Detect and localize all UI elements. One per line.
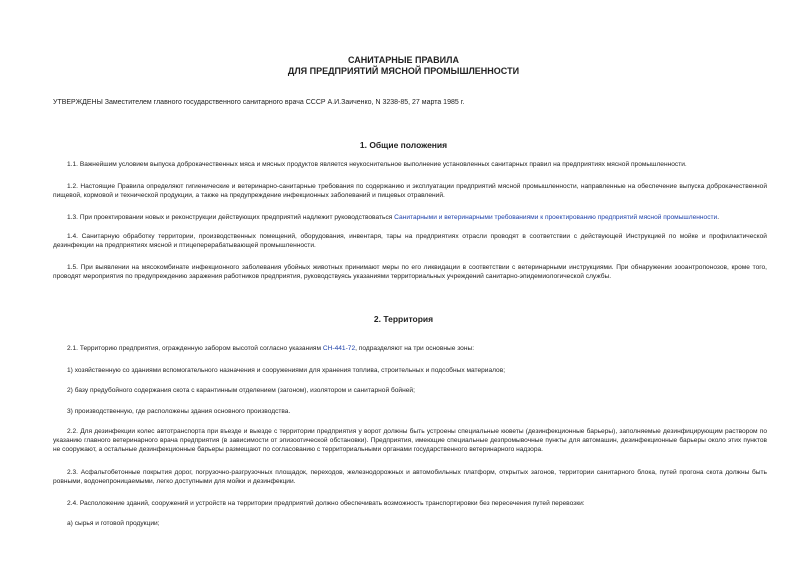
paragraph-2-4-a xyxy=(53,519,767,528)
approval-line: УТВЕРЖДЕНЫ Заместителем главного государственного санитарного врача СССР А.И.Заиченко, N 3238-85, 27 марта 1985 г. xyxy=(53,99,465,106)
paragraph-1-4-text: 1.4. Санитарную обработку территории, производственных помещений, оборудования, инвентаря, тары на предприятиях отрасли проводят в соответствии с действующей Инструкцией по мойке и профилактической дезинфекции на предприятиях мясной и птицеперерабатывающей промышленности. xyxy=(53,233,767,249)
paragraph-1-1-text: 1.1. Важнейшим условием выпуска доброкачественных мяса и мясных продуктов является неукоснительное выполнение установленных санитарных правил на предприятиях мясной промышленности. xyxy=(67,161,687,168)
paragraph-1-1 xyxy=(53,160,767,169)
title-line-2: ДЛЯ ПРЕДПРИЯТИЙ МЯСНОЙ ПРОМЫШЛЕННОСТИ xyxy=(287,66,520,76)
zone-item-1-text: 1) хозяйственную со зданиями вспомогательного назначения и сооружениями для хранения топлива, строительных и подсобных материалов; xyxy=(67,367,506,374)
zone-item-2-text: 2) базу предубойного содержания скота с карантинным отделением (загоном), изолятором и санитарной бойней; xyxy=(67,387,415,394)
document-title xyxy=(0,55,807,77)
sn-441-72-link[interactable]: СН-441-72 xyxy=(322,345,356,352)
paragraph-2-1-text: 2.1. Территорию предприятия, огражденную забором высотой согласно указаниям xyxy=(67,345,323,352)
paragraph-2-4-a-text: а) сырья и готовой продукции; xyxy=(67,520,160,527)
paragraph-1-3-text: 1.3. При проектировании новых и реконструкции действующих предприятий надлежит руководствоваться xyxy=(67,214,395,221)
zone-item-1 xyxy=(53,366,767,375)
paragraph-1-3-end: . xyxy=(717,214,720,221)
paragraph-2-3-text: 2.3. Асфальтобетонные покрытия дорог, погрузочно-разгрузочных площадок, переходов, железнодорожных и автомобильных платформ, открытых загонов, территории санитарного блока, путей прогона скота должны быть ровными, водонепроницаемыми, легко доступными для мойки и дезинфекции. xyxy=(53,469,767,485)
paragraph-2-1 xyxy=(53,344,767,353)
paragraph-1-4 xyxy=(53,232,767,250)
paragraph-2-2-text: 2.2. Для дезинфекции колес автотранспорта при въезде и выезде с территории предприятия у ворот должны быть устроены специальные кюветы (дезинфекционные барьеры), заполняемые дезинфицирующим раствором по указанию главного ветеринарного врача предприятия (в зависимости от эпизоотической обстановки). Предприятия, имеющие специальные дезпромывочные пункты для автомашин, дезинфекционные барьеры около этих пунктов не сооружают, а остальные дезинфекционные барьеры размещают по согласованию с территориальными органами государственного ветеринарного надзора. xyxy=(53,428,767,453)
zone-item-2 xyxy=(53,386,767,395)
section-2-heading: 2. Территория xyxy=(373,314,434,324)
paragraph-2-4-text: 2.4. Расположение зданий, сооружений и устройств на территории предприятий должно обеспечивать возможность транспортировки без пересечения путей перевозки: xyxy=(67,500,585,507)
zone-item-3 xyxy=(53,407,767,416)
paragraph-1-2 xyxy=(53,182,767,200)
paragraph-2-4 xyxy=(53,499,767,508)
title-line-1: САНИТАРНЫЕ ПРАВИЛА xyxy=(348,55,459,65)
paragraph-2-1-end: , подразделяют на три основные зоны: xyxy=(355,345,475,352)
paragraph-1-2-text: 1.2. Настоящие Правила определяют гигиенические и ветеринарно-санитарные требования по содержанию и эксплуатации предприятий мясной промышленности, направленные на обеспечение выпуска доброкачественной пищевой, кормовой и технической продукции, а также на предупреждение инфекционных заболеваний и пищевых отравлений. xyxy=(53,183,767,199)
sanitary-requirements-link[interactable]: Санитарными и ветеринарными требованиями к проектированию предприятий мясной промышленности xyxy=(394,214,718,221)
paragraph-1-5 xyxy=(53,263,767,281)
section-1-heading: 1. Общие положения xyxy=(359,140,448,150)
zone-item-3-text: 3) производственную, где расположены здания основного производства. xyxy=(67,408,291,415)
paragraph-1-3 xyxy=(53,213,767,222)
paragraph-2-3 xyxy=(53,468,767,486)
paragraph-2-2 xyxy=(53,427,767,454)
paragraph-1-5-text: 1.5. При выявлении на мясокомбинате инфекционного заболевания убойных животных принимают меры по его ликвидации в соответствии с ветеринарными инструкциями. При обнаружении зооантропонозов, кроме того, проводят мероприятия по предупреждению заражения работников предприятия, руководствуясь указаниями территориальных учреждений санитарно-эпидемиологической службы. xyxy=(53,264,767,280)
